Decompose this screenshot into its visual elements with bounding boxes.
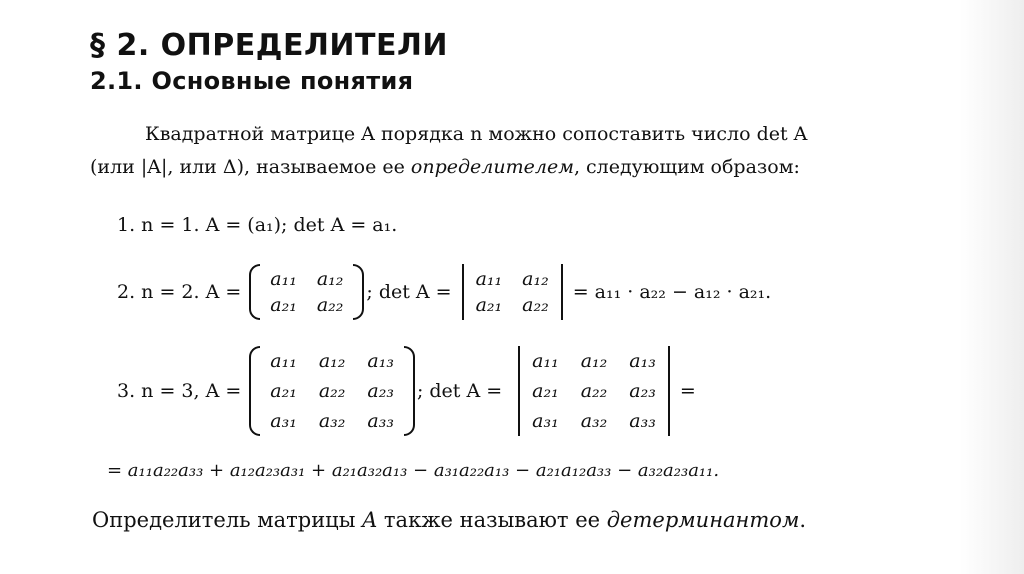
case-n3-det-label: ; det A =: [416, 380, 503, 402]
right-paren: [404, 346, 415, 436]
matrix-cell: a₂₂: [316, 294, 344, 316]
case-n3: [117, 342, 696, 440]
determinant-cell: a₃₃: [629, 410, 656, 432]
determinant-cell: a₂₃: [629, 380, 656, 402]
matrix-cell: a₁₂: [316, 268, 344, 290]
determinant-cell: a₁₂: [522, 268, 549, 290]
matrix-cell: a₂₂: [318, 380, 346, 402]
case-n1-formula: 1. n = 1. A = (a₁); det A = a₁.: [117, 214, 398, 236]
intro-line-2-suffix: , следующим образом:: [573, 156, 800, 178]
left-paren: [249, 346, 260, 436]
determinant-cell: a₃₁: [532, 410, 559, 432]
case-n2: [117, 258, 771, 326]
matrix-cell: a₃₃: [367, 410, 394, 432]
matrix-cell: a₁₁: [270, 350, 297, 372]
case-n1: [117, 210, 397, 240]
matrix-cell: a₃₁: [270, 410, 297, 432]
determinant-cell: a₁₃: [629, 350, 656, 372]
left-bar: [462, 264, 464, 320]
matrix-cell: a₂₁: [270, 294, 297, 316]
matrix-cell: a₁₂: [318, 350, 346, 372]
matrix-cell: a₃₂: [318, 410, 346, 432]
determinant-cell: a₂₂: [522, 294, 549, 316]
determinant-cell: a₁₁: [475, 268, 503, 290]
right-bar: [561, 264, 563, 320]
determinant-expansion: [107, 455, 719, 485]
left-bar: [518, 346, 520, 436]
matrix-cell: a₁₁: [270, 268, 297, 290]
footer-variable: A: [362, 508, 378, 532]
determinant-cell: a₂₁: [532, 380, 559, 402]
determinant-cell: a₂₁: [475, 294, 503, 316]
intro-line-2: [90, 156, 800, 178]
determinant-cell: a₁₁: [532, 350, 559, 372]
case-n2-result: = a₁₁ · a₂₂ − a₁₂ · a₂₁.: [572, 281, 772, 303]
section-title: § 2. ОПРЕДЕЛИТЕЛИ: [90, 28, 448, 63]
intro-line-2-prefix: (или |A|, или Δ), называемое ее: [90, 156, 411, 178]
determinant-2x2: [460, 264, 565, 320]
determinant-3x3: [516, 346, 672, 436]
matrix-cell: a₁₃: [367, 350, 394, 372]
subsection-title: 2.1. Основные понятия: [90, 67, 414, 95]
right-paren: [353, 264, 364, 320]
matrix-2x2: [249, 264, 364, 320]
footer-end: .: [799, 508, 807, 532]
matrix-3x3: [249, 346, 415, 436]
determinant-cell: a₃₂: [580, 410, 608, 432]
case-n3-label: 3. n = 3, A =: [117, 380, 242, 402]
determinant-cell: a₁₂: [580, 350, 608, 372]
matrix-cell: a₂₁: [270, 380, 297, 402]
determinant-term: определителем: [410, 156, 574, 178]
right-bar: [668, 346, 670, 436]
left-paren: [249, 264, 260, 320]
determinant-synonym: детерминантом: [606, 508, 800, 532]
case-n2-det-label: ; det A =: [366, 281, 452, 303]
intro-line-1: Квадратной матрице A порядка n можно сопоставить число det A: [145, 123, 808, 145]
footer-prefix: Определитель матрицы: [92, 508, 363, 532]
expansion-formula: = a₁₁a₂₂a₃₃ + a₁₂a₂₃a₃₁ + a₂₁a₃₂a₁₃ − a₃₁a₂₂a₁₃ − a₂₁a₁₂a₃₃ − a₃₂a₂₃a₁₁.: [107, 459, 720, 481]
determinant-cell: a₂₂: [580, 380, 608, 402]
footer-middle: также называют ее: [377, 508, 607, 532]
slide-edge-shadow: [960, 0, 1024, 574]
matrix-cell: a₂₃: [367, 380, 394, 402]
case-n2-label: 2. n = 2. A =: [117, 281, 242, 303]
footer-sentence: [92, 508, 806, 532]
case-n3-equals: =: [679, 380, 696, 402]
